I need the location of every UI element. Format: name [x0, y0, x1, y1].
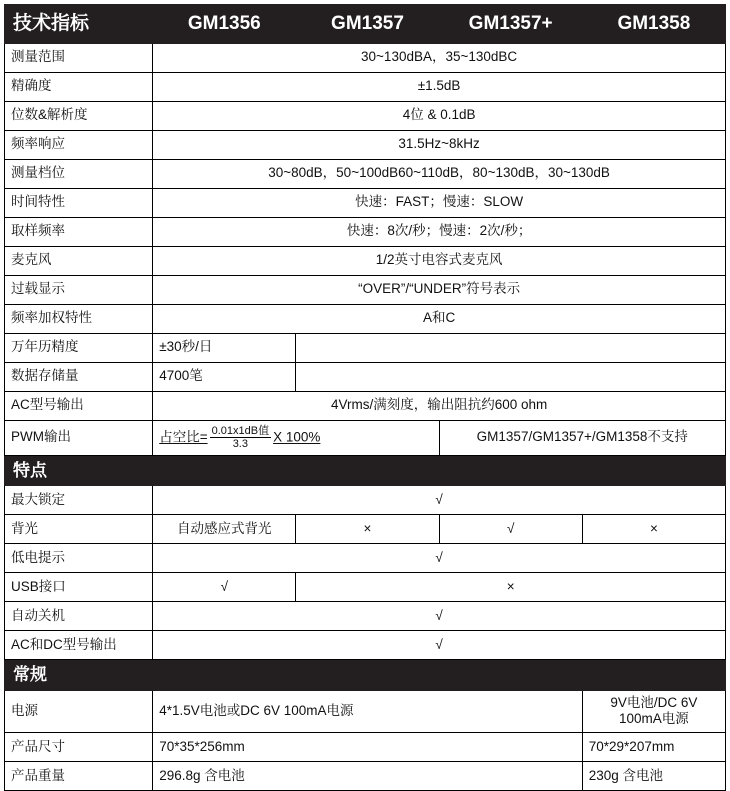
pwm-suffix: X 100%: [273, 429, 321, 445]
row-value-gm1356: √: [153, 573, 296, 602]
row-value-gm1357: ×: [296, 515, 439, 544]
row-value: ±30秒/日: [153, 333, 296, 362]
table-row: [5, 43, 726, 72]
row-value-empty: [296, 333, 726, 362]
row-label: 数据存储量: [5, 362, 153, 391]
row-value: “OVER”/“UNDER”符号表示: [153, 275, 726, 304]
table-row: [5, 188, 726, 217]
row-value: ±1.5dB: [153, 72, 726, 101]
header-model-gm1358: GM1358: [582, 5, 725, 44]
section-band-features: [5, 456, 726, 486]
row-label: 测量档位: [5, 159, 153, 188]
row-value: 快速：FAST；慢速：SLOW: [153, 188, 726, 217]
row-value: 4Vrms/满刻度，输出阻抗约600 ohm: [153, 391, 726, 420]
header-model-gm1356: GM1356: [153, 5, 296, 44]
row-value-main: 296.8g 含电池: [153, 762, 583, 791]
row-value: √: [153, 631, 726, 660]
row-label: 取样频率: [5, 217, 153, 246]
row-value: 1/2英寸电容式麦克风: [153, 246, 726, 275]
table-row: [5, 631, 726, 660]
table-row: [5, 275, 726, 304]
row-value-gm1357plus: √: [439, 515, 582, 544]
row-value: 31.5Hz~8kHz: [153, 130, 726, 159]
row-value-gm1358: 230g 含电池: [582, 762, 725, 791]
row-label: 麦克风: [5, 246, 153, 275]
row-label: AC和DC型号输出: [5, 631, 153, 660]
spec-sheet: [0, 4, 730, 783]
pwm-fraction: [210, 425, 271, 451]
row-label: 精确度: [5, 72, 153, 101]
row-label: 测量范围: [5, 43, 153, 72]
pwm-numerator: 0.01x1dB值: [211, 424, 270, 437]
row-value-gm1358: ×: [582, 515, 725, 544]
table-row: [5, 733, 726, 762]
row-label: 背光: [5, 515, 153, 544]
row-value-pwm-unsupported: GM1357/GM1357+/GM1358不支持: [439, 420, 725, 455]
table-header-row: [5, 5, 726, 44]
table-row: [5, 544, 726, 573]
row-label: USB接口: [5, 573, 153, 602]
row-value-main: 4*1.5V电池或DC 6V 100mA电源: [153, 690, 583, 733]
row-value: √: [153, 602, 726, 631]
header-title: 技术指标: [5, 5, 153, 44]
table-row: [5, 602, 726, 631]
row-label: 过载显示: [5, 275, 153, 304]
row-value-gm1358: 9V电池/DC 6V 100mA电源: [582, 690, 725, 733]
table-row-pwm: [5, 420, 726, 455]
row-value-empty: [296, 362, 726, 391]
row-label: PWM输出: [5, 420, 153, 455]
row-value-pwm-formula: [153, 420, 439, 455]
row-value-others: ×: [296, 573, 726, 602]
pwm-denominator: 3.3: [232, 438, 248, 451]
row-label: AC型号输出: [5, 391, 153, 420]
specification-table: [4, 4, 726, 791]
table-row: [5, 690, 726, 733]
table-row: [5, 762, 726, 791]
row-label: 时间特性: [5, 188, 153, 217]
table-row: [5, 72, 726, 101]
row-value: √: [153, 486, 726, 515]
row-label: 频率加权特性: [5, 304, 153, 333]
row-value: 30~80dB，50~100dB60~110dB，80~130dB，30~130dB: [153, 159, 726, 188]
row-label: 低电提示: [5, 544, 153, 573]
row-label: 自动关机: [5, 602, 153, 631]
row-value: 4700笔: [153, 362, 296, 391]
row-label: 位数&解析度: [5, 101, 153, 130]
table-row: [5, 362, 726, 391]
table-row: [5, 515, 726, 544]
table-row: [5, 217, 726, 246]
table-row: [5, 101, 726, 130]
row-label: 频率响应: [5, 130, 153, 159]
section-title: 常规: [5, 660, 726, 690]
row-value: 30~130dBA，35~130dBC: [153, 43, 726, 72]
table-row: [5, 304, 726, 333]
row-value-main: 70*35*256mm: [153, 733, 583, 762]
row-label: 电源: [5, 690, 153, 733]
pwm-prefix: 占空比=: [159, 429, 208, 445]
table-row: [5, 159, 726, 188]
row-label: 产品重量: [5, 762, 153, 791]
row-value: 4位 & 0.1dB: [153, 101, 726, 130]
table-row: [5, 333, 726, 362]
row-label: 产品尺寸: [5, 733, 153, 762]
header-model-gm1357plus: GM1357+: [439, 5, 582, 44]
table-row: [5, 130, 726, 159]
header-model-gm1357: GM1357: [296, 5, 439, 44]
section-title: 特点: [5, 456, 726, 486]
row-value-gm1356: 自动感应式背光: [153, 515, 296, 544]
section-band-general: [5, 660, 726, 690]
table-row: [5, 391, 726, 420]
row-value-gm1358: 70*29*207mm: [582, 733, 725, 762]
table-row: [5, 486, 726, 515]
row-value: A和C: [153, 304, 726, 333]
row-value: √: [153, 544, 726, 573]
table-row: [5, 246, 726, 275]
row-label: 最大锁定: [5, 486, 153, 515]
row-value: 快速：8次/秒；慢速：2次/秒；: [153, 217, 726, 246]
table-row: [5, 573, 726, 602]
row-label: 万年历精度: [5, 333, 153, 362]
